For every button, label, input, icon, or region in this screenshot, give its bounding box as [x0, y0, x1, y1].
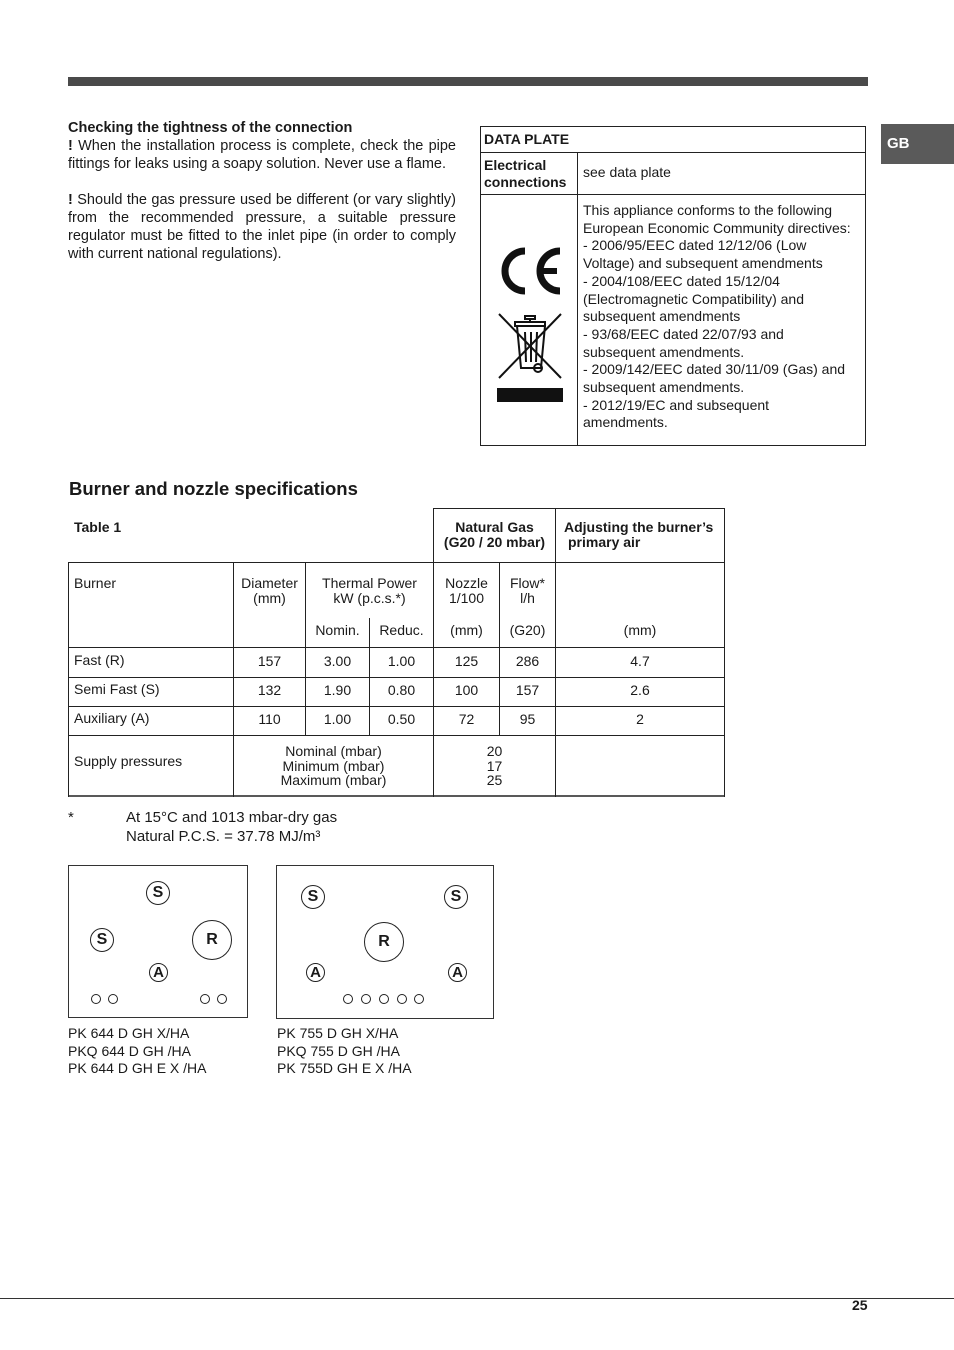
col-diameter [234, 576, 305, 605]
conformity-line: subsequent amendments. [583, 343, 745, 360]
row-nozzle-cell: 72 [458, 711, 475, 727]
conformity-line: Voltage) and subsequent amendments [583, 255, 823, 272]
col-flow [500, 576, 555, 605]
row-flow-cell: 95 [519, 711, 536, 727]
control-knob-icon [217, 994, 227, 1004]
model-name: PK 755 D GH X/HA [277, 1025, 399, 1041]
supply-maximum-value: 25 [486, 772, 503, 788]
control-knob-icon [414, 994, 424, 1004]
burner-auxiliary: A [306, 963, 325, 982]
footer-rule [0, 1298, 954, 1299]
natural-gas-line-2: (G20 / 20 mbar) [443, 533, 546, 550]
row-nomin-cell: 3.00 [323, 653, 352, 669]
col-thermal-line-2: kW (p.c.s.*) [333, 589, 406, 606]
supply-minimum: Minimum (mbar) [282, 757, 385, 774]
conformity-line: (Electromagnetic Compatibility) and [583, 290, 804, 307]
electrical-label-line-1: Electrical [484, 157, 547, 173]
col-nozzle-line-2: 1/100 [448, 589, 485, 606]
electrical-connections-label [484, 157, 566, 191]
burner-nozzle-table [68, 508, 725, 797]
conformity-line: amendments. [583, 414, 668, 431]
row-diameter-cell: 157 [257, 653, 282, 669]
electrical-label-line-2: connections [484, 174, 567, 190]
conformity-line: European Economic Community directives: [583, 219, 851, 236]
control-knob-icon [361, 994, 371, 1004]
burner-auxiliary: A [448, 963, 467, 982]
row-burner-name: Semi Fast (S) [74, 681, 160, 697]
col-diameter-line-2: (mm) [253, 589, 286, 606]
row-burner-name: Auxiliary (A) [74, 710, 150, 726]
row-air-cell: 2 [636, 711, 644, 727]
electrical-connections-value: see data plate [583, 164, 671, 180]
control-knob-icon [397, 994, 407, 1004]
col-nozzle-line-1: Nozzle [445, 575, 488, 591]
natural-gas-line-1: Natural Gas [455, 519, 534, 535]
col-adjust-unit: (mm) [623, 622, 657, 638]
data-plate-column-divider [577, 153, 578, 445]
row-nomin-cell: 1.00 [323, 711, 352, 727]
row-nozzle-cell: 125 [454, 653, 479, 669]
row-flow-cell: 157 [515, 682, 540, 698]
row-nozzle-cell: 100 [454, 682, 479, 698]
table-label: Table 1 [74, 519, 122, 535]
row-reduc-cell: 1.00 [387, 653, 416, 669]
col-flow-line-2: l/h [520, 589, 535, 606]
footnote-line-2: Natural P.C.S. = 37.78 MJ/m³ [126, 828, 321, 845]
burner-section-title: Burner and nozzle specifications [69, 478, 358, 499]
conformity-line: - 93/68/EEC dated 22/07/93 and [583, 325, 784, 342]
hob-diagram-5-burner [276, 865, 494, 1019]
control-knob-icon [343, 994, 353, 1004]
supply-pressure-values [434, 744, 555, 788]
tightness-title: Checking the tightness of the connection [68, 120, 353, 136]
col-nozzle [434, 576, 499, 605]
conformity-line: - 2004/108/EEC dated 15/12/04 [583, 272, 780, 289]
burner-rapid: R [364, 922, 404, 962]
row-diameter-cell: 132 [257, 682, 282, 698]
col-flow-unit: (G20) [509, 622, 546, 638]
burner-rapid: R [192, 920, 232, 960]
control-knob-icon [91, 994, 101, 1004]
header-rule [68, 77, 868, 86]
col-flow-line-1: Flow* [509, 575, 545, 591]
row-air-cell: 4.7 [630, 653, 650, 669]
weee-bin-icon [495, 312, 565, 407]
language-tab: GB [881, 124, 954, 164]
tightness-para-2-text: Should the gas pressure used be different (or vary slightly) from the recommended pressure, a suitable pressure regulator must be fitted to the inlet pipe (in order to comply with current national regulations). [68, 192, 457, 262]
footnote-star: * [68, 809, 74, 826]
tightness-para-1-text: When the installation process is complete, check the pipe fittings for leaks using a soapy solution. Never use a flame. [68, 138, 456, 172]
burner-semi-fast: S [444, 885, 468, 909]
conformity-line: - 2006/95/EEC dated 12/12/06 (Low [583, 237, 807, 254]
warning-mark: ! [68, 138, 73, 154]
conformity-line: - 2012/19/EC and subsequent [583, 396, 770, 413]
col-diameter-line-1: Diameter [241, 575, 298, 591]
supply-pressure-names [234, 744, 433, 788]
natural-gas-header [434, 520, 555, 549]
data-plate-table [480, 126, 866, 446]
control-knob-icon [108, 994, 118, 1004]
model-name: PK 644 D GH E X /HA [68, 1060, 207, 1076]
col-burner: Burner [74, 575, 117, 591]
tightness-para-1 [68, 137, 456, 173]
row-reduc-cell: 0.50 [387, 711, 416, 727]
col-thermal-power [306, 576, 433, 605]
tightness-section [68, 119, 456, 263]
col-reduc: Reduc. [379, 622, 424, 638]
conformity-line: This appliance conforms to the following [583, 202, 833, 218]
row-reduc-cell: 0.80 [387, 682, 416, 698]
model-list-2 [277, 1025, 412, 1078]
burner-auxiliary: A [149, 963, 168, 982]
conformity-line: subsequent amendments. [583, 379, 745, 396]
supply-minimum-value: 17 [486, 757, 503, 774]
col-nozzle-unit: (mm) [450, 622, 483, 638]
col-nomin: Nomin. [315, 622, 360, 638]
footnote-line-1: At 15°C and 1013 mbar-dry gas [126, 809, 338, 826]
conformity-text [583, 202, 861, 432]
supply-nominal-value: 20 [486, 743, 503, 759]
model-name: PK 644 D GH X/HA [68, 1025, 190, 1041]
warning-mark: ! [68, 192, 73, 208]
tightness-para-2 [68, 191, 456, 263]
burner-semi-fast: S [301, 885, 325, 909]
model-list-1 [68, 1025, 207, 1078]
row-nomin-cell: 1.90 [323, 682, 352, 698]
adjusting-air-header [564, 520, 724, 549]
conformity-line: subsequent amendments [583, 308, 741, 325]
row-burner-name: Fast (R) [74, 652, 125, 668]
row-flow-cell: 286 [515, 653, 540, 669]
page-number: 25 [852, 1297, 868, 1313]
adjusting-line-2: primary air [568, 533, 641, 550]
supply-maximum: Maximum (mbar) [280, 772, 387, 788]
burner-semi-fast: S [146, 881, 170, 905]
ce-mark-icon [495, 245, 565, 300]
data-plate-title: DATA PLATE [481, 127, 865, 153]
supply-pressures-label: Supply pressures [74, 753, 183, 769]
control-knob-icon [200, 994, 210, 1004]
col-thermal-line-1: Thermal Power [322, 575, 417, 591]
model-name: PKQ 755 D GH /HA [277, 1042, 400, 1059]
row-diameter-cell: 110 [258, 711, 281, 727]
model-name: PK 755D GH E X /HA [277, 1060, 412, 1076]
row-air-cell: 2.6 [630, 682, 650, 698]
burner-semi-fast: S [90, 928, 114, 952]
adjusting-line-1: Adjusting the burner’s [564, 519, 714, 535]
model-name: PKQ 644 D GH /HA [68, 1042, 191, 1059]
control-knob-icon [379, 994, 389, 1004]
conformity-line: - 2009/142/EEC dated 30/11/09 (Gas) and [583, 361, 846, 378]
supply-nominal: Nominal (mbar) [285, 743, 382, 759]
hob-diagram-4-burner [68, 865, 248, 1018]
